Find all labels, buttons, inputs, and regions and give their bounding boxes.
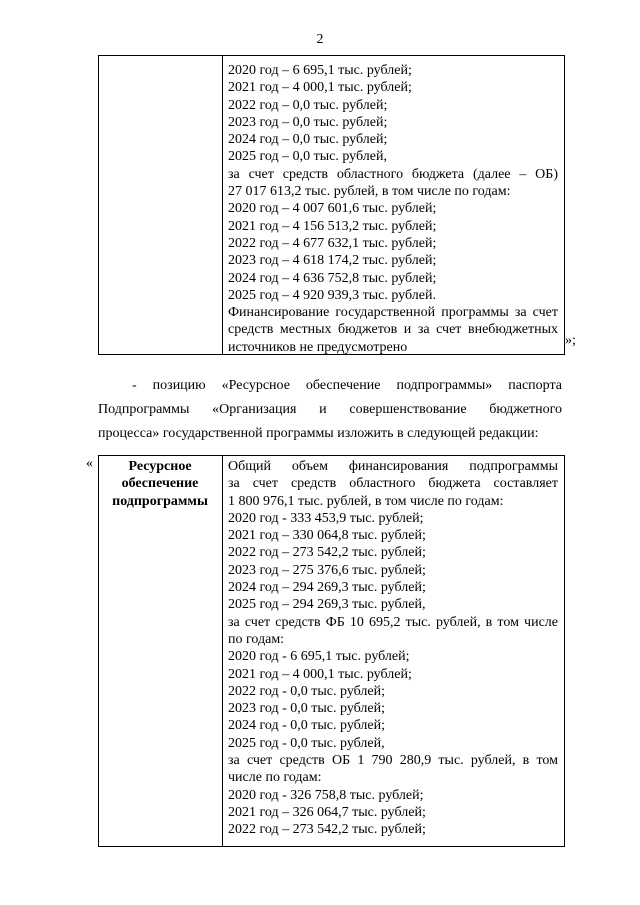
paragraph-line: - позицию «Ресурсное обеспечение подпрограммы» паспорта — [132, 378, 562, 393]
table1-line: 2022 год – 0,0 тыс. рублей; — [228, 97, 388, 113]
table1-line: средств местных бюджетов и за счет внебюджетных — [228, 322, 558, 338]
table2-line: 2022 год – 273 542,2 тыс. рублей; — [228, 822, 426, 838]
opening-quote: « — [86, 456, 93, 471]
table2-line: 1 800 976,1 тыс. рублей, в том числе по годам: — [228, 493, 504, 509]
table2-line: 2020 год - 333 453,9 тыс. рублей; — [228, 510, 424, 526]
table1-line: 2021 год – 4 156 513,2 тыс. рублей; — [228, 218, 437, 234]
table2-line: Общий объем финансирования подпрограммы — [228, 459, 558, 474]
closing-quote: »; — [565, 333, 576, 348]
paragraph-line: процесса» государственной программы изложить в следующей редакции: — [98, 426, 539, 441]
table1-line: 2020 год – 6 695,1 тыс. рублей; — [228, 63, 412, 78]
table1-line: 27 017 613,2 тыс. рублей, в том числе по годам: — [228, 184, 511, 200]
table2-line: 2025 год – 294 269,3 тыс. рублей, — [228, 597, 426, 613]
table1-line: 2024 год – 0,0 тыс. рублей; — [228, 132, 388, 148]
table2-line: 2025 год - 0,0 тыс. рублей, — [228, 735, 385, 751]
table2-line: 2022 год – 273 542,2 тыс. рублей; — [228, 545, 426, 561]
table2-line: 2021 год – 4 000,1 тыс. рублей; — [228, 666, 412, 682]
table2-line: за счет средств областного бюджета составляет — [228, 476, 558, 492]
table2-line: 2021 год – 326 064,7 тыс. рублей; — [228, 804, 426, 820]
table1-line: 2025 год – 4 920 939,3 тыс. рублей. — [228, 287, 436, 303]
table2-line: 2023 год - 0,0 тыс. рублей; — [228, 701, 386, 717]
paragraph-line: Подпрограммы «Организация и совершенствование бюджетного — [98, 402, 562, 417]
table1-line: 2020 год – 4 007 601,6 тыс. рублей; — [228, 201, 437, 217]
table2-line: 2024 год – 294 269,3 тыс. рублей; — [228, 580, 426, 596]
table2-line: 2023 год – 275 376,6 тыс. рублей; — [228, 562, 426, 578]
instruction-paragraph — [98, 374, 562, 446]
table2-cell-text — [228, 458, 558, 839]
table1-cell-text — [228, 62, 558, 356]
table1-line: 2023 год – 4 618 174,2 тыс. рублей; — [228, 253, 437, 269]
table2-line: за счет средств ОБ 1 790 280,9 тыс. рублей, в том — [228, 753, 558, 769]
table2-line: 2020 год - 326 758,8 тыс. рублей; — [228, 787, 424, 803]
table1-line: 2023 год – 0,0 тыс. рублей; — [228, 114, 388, 130]
table1-line: 2025 год – 0,0 тыс. рублей, — [228, 149, 387, 165]
table2-row-label: Ресурсное обеспечение подпрограммы — [112, 459, 208, 509]
page-number: 2 — [316, 32, 324, 47]
table1-column-divider — [222, 55, 223, 354]
table1-line: 2021 год – 4 000,1 тыс. рублей; — [228, 80, 412, 96]
table2-line: 2022 год - 0,0 тыс. рублей; — [228, 683, 386, 699]
table2-line: 2024 год - 0,0 тыс. рублей; — [228, 718, 386, 734]
table1-line: 2022 год – 4 677 632,1 тыс. рублей; — [228, 235, 437, 251]
table1-line: за счет средств областного бюджета (далее – ОБ) — [228, 166, 558, 182]
table2-line: числе по годам: — [228, 770, 322, 786]
table2-line: по годам: — [228, 631, 285, 647]
table1-line: 2024 год – 4 636 752,8 тыс. рублей; — [228, 270, 437, 286]
table2-line: за счет средств ФБ 10 695,2 тыс. рублей, в том числе — [228, 614, 558, 630]
table1-line: источников не предусмотрено — [228, 339, 408, 355]
table2-line: 2021 год – 330 064,8 тыс. рублей; — [228, 528, 426, 544]
table2-column-divider — [222, 455, 223, 846]
table1-line: Финансирование государственной программы за счет — [228, 305, 558, 321]
table2-line: 2020 год - 6 695,1 тыс. рублей; — [228, 649, 410, 665]
